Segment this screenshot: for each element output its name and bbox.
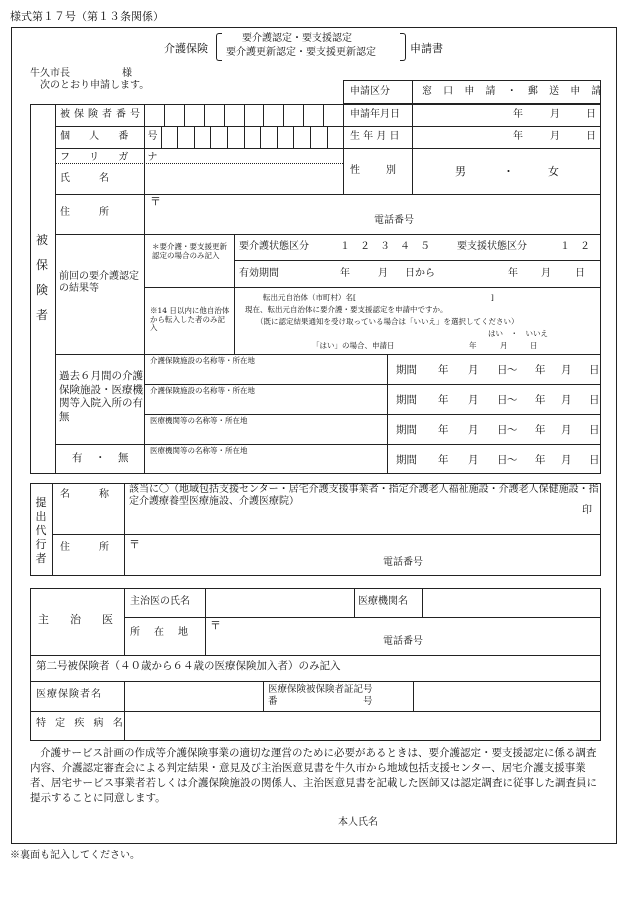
- insurer-field[interactable]: [125, 682, 262, 710]
- insured-number-cells[interactable]: [144, 104, 343, 126]
- period-label: 期間: [396, 394, 417, 406]
- footnote: ※裏面も記入してください。: [10, 850, 140, 861]
- support-level-label: 要支援状態区分: [457, 241, 527, 252]
- digit-cell-divider: [227, 126, 228, 148]
- history-facility-field[interactable]: [145, 385, 386, 413]
- period-from-day: 日: [497, 394, 508, 406]
- doctor-postal: 〒: [210, 619, 221, 632]
- transfer-line-4: 「はい」の場合、申請日: [312, 341, 395, 350]
- note-care-renewal: ＊要介護・要支援更新認定の場合のみ記入: [152, 242, 227, 260]
- title-bracket-left: [216, 33, 222, 61]
- agent-name-text[interactable]: 該当に〇（地域包括支援センター・居宅介護支援事業者・指定介護老人福祉施設・介護老人保健施設・指定介護療養型医療施設、介護医療院）: [129, 484, 599, 507]
- doctor-location-label: 所 在 地: [130, 627, 190, 638]
- period-from-month: 月: [468, 424, 479, 436]
- title-prefix: 介護保険: [164, 42, 208, 55]
- hospital-label: 医療機関名: [358, 596, 408, 607]
- transfer-line-1[interactable]: 転出元自治体（市町村）名[ ]: [263, 293, 494, 302]
- digit-cell-divider: [224, 104, 225, 126]
- period-from-year: 年: [438, 424, 449, 436]
- transfer-day: 日: [530, 341, 538, 350]
- transfer-year: 年: [469, 341, 477, 350]
- hospital-field[interactable]: [423, 589, 600, 617]
- title-option-1: 要介護認定・要支援認定: [242, 33, 352, 44]
- signature-field[interactable]: [385, 812, 595, 834]
- period-label: 期間: [396, 454, 417, 466]
- signature-label: 本人氏名: [338, 817, 378, 828]
- title-bracket-right: [400, 33, 406, 61]
- kubun-value[interactable]: 窓 口 申 請 ・ 郵 送 申 請: [422, 86, 606, 97]
- valid-period-label: 有効期間: [239, 268, 279, 279]
- history-facility-label: 介護保険施設の名称等・所在地: [150, 356, 255, 365]
- agent-phone-label: 電話番号: [383, 557, 423, 568]
- digit-cell-divider: [194, 126, 195, 148]
- history-yes-no[interactable]: 有 ・ 無: [72, 452, 130, 464]
- transfer-month: 月: [500, 341, 508, 350]
- history-facility-label: 医療機関等の名称等・所在地: [150, 416, 248, 425]
- valid-from-suffix: 日から: [405, 268, 435, 279]
- address-label: 住 所: [60, 207, 112, 218]
- period-tilde: 〜: [507, 394, 518, 406]
- care-level-options[interactable]: １ ２ ３ ４ ５: [340, 241, 430, 252]
- period-to-month: 月: [561, 364, 572, 376]
- birth-day: 日: [586, 131, 596, 142]
- furigana-field[interactable]: [145, 149, 342, 162]
- address-postal: 〒: [150, 195, 161, 208]
- birth-year: 年: [513, 131, 523, 142]
- doctor-phone-label: 電話番号: [383, 636, 423, 647]
- period-to-year: 年: [535, 364, 546, 376]
- period-from-month: 月: [468, 394, 479, 406]
- personal-number-cells[interactable]: [144, 126, 343, 148]
- period-to-day: 日: [589, 394, 600, 406]
- period-to-year: 年: [535, 394, 546, 406]
- consent-text: 介護サービス計画の作成等介護保険事業の適切な運営のために必要があるときは、要介護認定・要支援認定に係る調査内容、介護認定審査会による判定結果・意見及び主治医意見書を牛久市から地域包括支援センター、居宅介護支援事業者、居宅サービス事業者若しくは介護保険施設の関係人、主治医意見書を記載した医師又は認定調査に従事した調査員に提示することに同意します。: [30, 747, 597, 804]
- history-label: 過去６月間の介護保険施設・医療機関等入院入所の有無: [59, 370, 143, 423]
- digit-cell-divider: [164, 104, 165, 126]
- period-from-year: 年: [438, 364, 449, 376]
- digit-cell-divider: [263, 104, 264, 126]
- support-level-options[interactable]: １ ２: [560, 241, 590, 252]
- note-transfer: ※14 日以内に他自治体から転入した者のみ記入: [150, 306, 230, 333]
- addressee-sama: 様: [122, 68, 132, 79]
- history-facility-label: 介護保険施設の名称等・所在地: [150, 386, 255, 395]
- furigana-label: フ リ ガ ナ: [60, 152, 166, 163]
- history-facility-label: 医療機関等の名称等・所在地: [150, 446, 248, 455]
- period-label: 期間: [396, 364, 417, 376]
- digit-cell-divider: [323, 104, 324, 126]
- addressee-intro: 次のとおり申請します。: [40, 80, 150, 91]
- digit-cell-divider: [310, 126, 311, 148]
- digit-cell-divider: [161, 126, 162, 148]
- digit-cell-divider: [184, 104, 185, 126]
- digit-cell-divider: [260, 126, 261, 148]
- valid-from-year: 年: [340, 268, 350, 279]
- title-option-2: 要介護更新認定・要支援更新認定: [226, 47, 376, 58]
- kubun-label: 申請区分: [350, 86, 390, 97]
- doctor-label: 主 治 医: [38, 613, 118, 626]
- sex-male[interactable]: 男: [455, 165, 466, 178]
- history-facility-field[interactable]: [145, 355, 386, 383]
- cert-label-2: 番 号: [268, 696, 373, 707]
- period-label: 期間: [396, 424, 417, 436]
- doctor-name-field[interactable]: [206, 589, 353, 617]
- transfer-line-3: （既に認定結果通知を受け取っている場合は「いいえ」を選択してください）: [256, 317, 519, 326]
- period-from-month: 月: [468, 454, 479, 466]
- name-field[interactable]: [145, 164, 342, 193]
- insurer-label: 医療保険者名: [36, 689, 102, 700]
- history-facility-field[interactable]: [145, 445, 386, 473]
- period-from-day: 日: [497, 424, 508, 436]
- valid-to-month: 月: [541, 268, 551, 279]
- period-from-month: 月: [468, 364, 479, 376]
- digit-cell-divider: [303, 104, 304, 126]
- period-to-day: 日: [589, 424, 600, 436]
- period-from-day: 日: [497, 364, 508, 376]
- address-phone-label: 電話番号: [374, 215, 414, 226]
- valid-to-year: 年: [508, 268, 518, 279]
- digit-cell-divider: [244, 126, 245, 148]
- birth-month: 月: [550, 131, 560, 142]
- form-number: 様式第１７号（第１３条関係）: [10, 10, 164, 23]
- transfer-yes-no[interactable]: はい ・ いいえ: [488, 329, 548, 338]
- digit-cell-divider: [204, 104, 205, 126]
- agent-seal: 印: [582, 505, 592, 516]
- history-facility-field[interactable]: [145, 415, 386, 443]
- second-insured-title: 第二号被保険者（４０歳から６４歳の医療保険加入者）のみ記入: [36, 660, 341, 672]
- digit-cell-divider: [210, 126, 211, 148]
- period-to-month: 月: [561, 424, 572, 436]
- valid-to-day: 日: [575, 268, 585, 279]
- disease-label: 特 定 疾 病 名: [36, 718, 126, 729]
- date-month: 月: [550, 109, 560, 120]
- title-suffix: 申請書: [410, 42, 443, 55]
- period-tilde: 〜: [507, 364, 518, 376]
- period-to-month: 月: [561, 454, 572, 466]
- period-to-month: 月: [561, 394, 572, 406]
- date-label: 申請年月日: [350, 109, 400, 120]
- period-tilde: 〜: [507, 424, 518, 436]
- personal-number-label: 個 人 番 号: [60, 131, 166, 142]
- digit-cell-divider: [177, 126, 178, 148]
- disease-field[interactable]: [125, 712, 600, 740]
- date-year: 年: [513, 109, 523, 120]
- digit-cell-divider: [283, 104, 284, 126]
- insured-number-label: 被保険者番号: [60, 109, 144, 120]
- digit-cell-divider: [327, 126, 328, 148]
- date-day: 日: [586, 109, 596, 120]
- period-from-year: 年: [438, 454, 449, 466]
- birth-label: 生 年 月 日: [350, 131, 400, 142]
- period-to-year: 年: [535, 454, 546, 466]
- sex-label: 性 別: [350, 165, 398, 176]
- prev-result-label: 前回の要介護認定の結果等: [59, 271, 139, 294]
- period-to-year: 年: [535, 424, 546, 436]
- transfer-line-2: 現在、転出元自治体に要介護・要支援認定を申請中ですか。: [245, 305, 448, 314]
- cert-label-1: 医療保険被保険者証記号: [268, 684, 373, 695]
- sex-female[interactable]: 女: [548, 165, 559, 178]
- period-from-day: 日: [497, 454, 508, 466]
- care-level-label: 要介護状態区分: [239, 241, 309, 252]
- insured-side-label: 被保険者: [35, 233, 48, 322]
- digit-cell-divider: [277, 126, 278, 148]
- digit-cell-divider: [244, 104, 245, 126]
- doctor-name-label: 主治医の氏名: [130, 596, 190, 607]
- address-field[interactable]: [145, 195, 600, 233]
- agent-address-label: 住 所: [60, 542, 112, 553]
- period-tilde: 〜: [507, 454, 518, 466]
- addressee-mayor: 牛久市長: [30, 68, 70, 79]
- period-from-year: 年: [438, 394, 449, 406]
- sex-dot: ・: [503, 165, 514, 178]
- agent-name-label: 名 称: [60, 489, 112, 500]
- period-to-day: 日: [589, 454, 600, 466]
- valid-from-month: 月: [378, 268, 388, 279]
- doctor-location-field[interactable]: [206, 618, 600, 654]
- agent-postal: 〒: [129, 538, 140, 551]
- cert-field[interactable]: [414, 682, 600, 710]
- period-to-day: 日: [589, 364, 600, 376]
- agent-address-field[interactable]: [125, 535, 600, 575]
- digit-cell-divider: [293, 126, 294, 148]
- agent-side-label: 提出代行者: [35, 496, 47, 565]
- name-label: 氏 名: [60, 173, 112, 184]
